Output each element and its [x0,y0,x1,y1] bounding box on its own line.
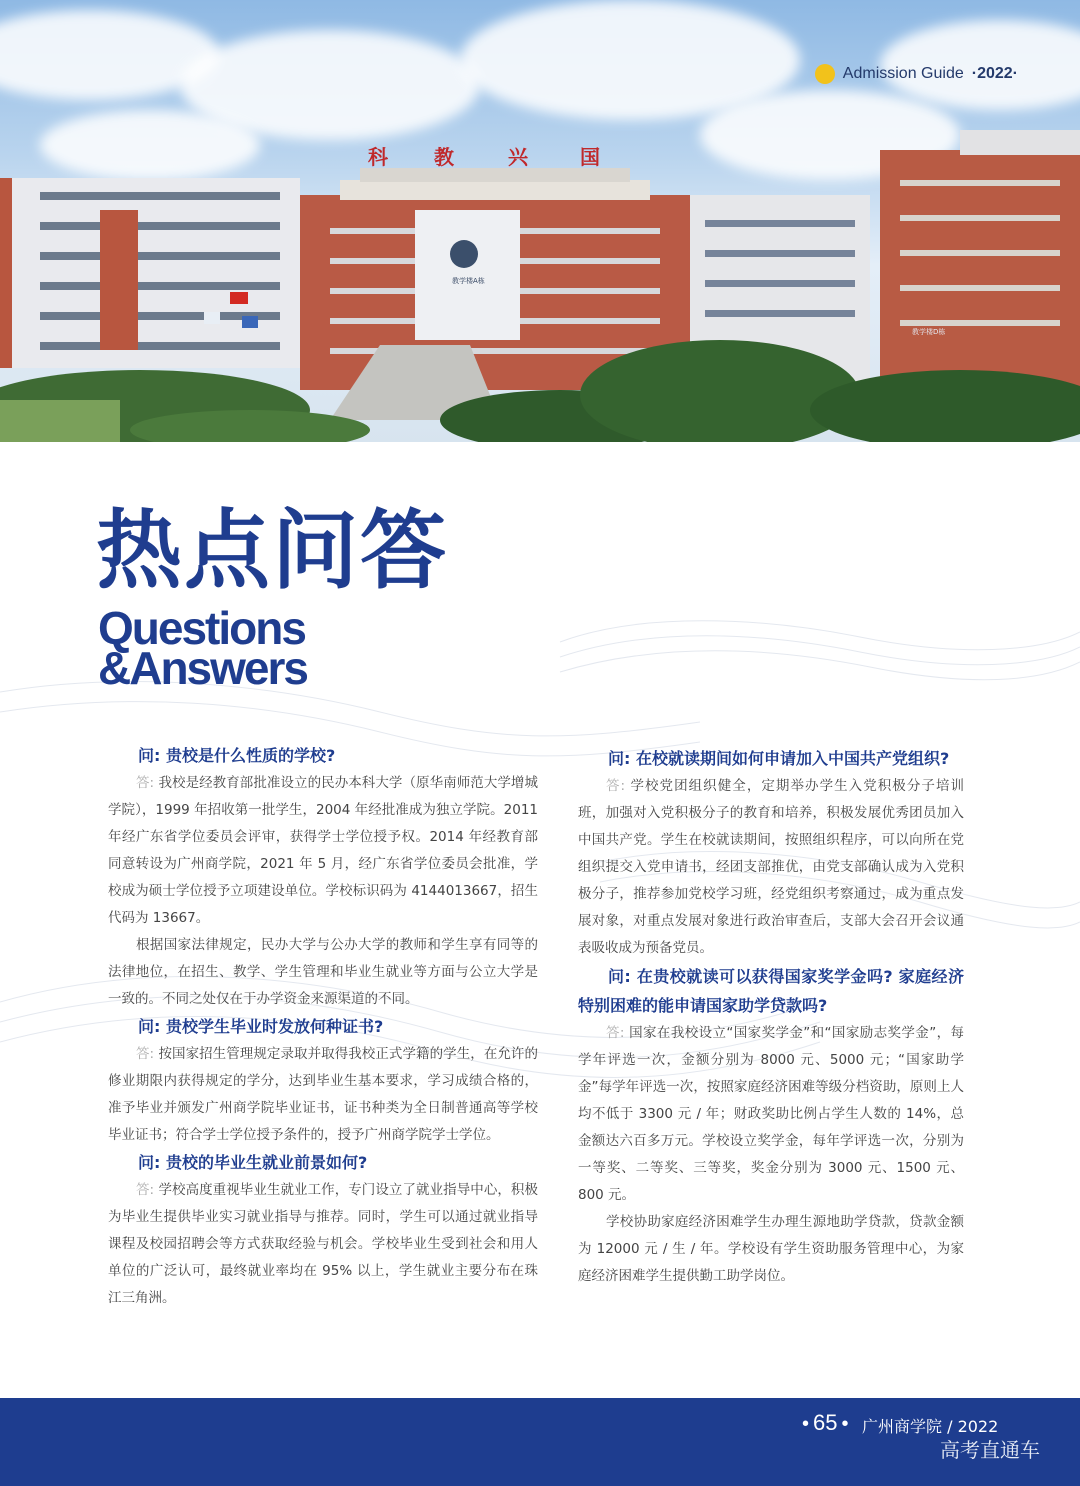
question-heading: 问: 贵校的毕业生就业前景如何? [138,1153,368,1172]
guide-year: ·2022· [971,65,1018,82]
answer-text: 学校党团组织健全，定期举办学生入党积极分子培训班，加强对入党积极分子的教育和培养，积极发展优秀团员加入中国共产党。学生在校就读期间，按照组织程序，可以向所在党组织提交入党申请书，经团支部推优，由党支部确认成为入党积极分子，推荐参加党校学习班，经党组织考察通过，成为重点发展对象，对重点发展对象进行政治审查后，支部大会召开会议通表吸收成为预备党员。 [578,778,964,956]
side-plate: 教学楼D栋 [912,328,946,336]
answer-text: 国家在我校设立“国家奖学金”和“国家励志奖学金”，每学年评选一次，金额分别为 8000 元、5000 元；“国家助学金”每学年评选一次，按照家庭经济困难等级分档资助，原则上人均不低于 3300 元 / 年；财政奖助比例占学生人数的 14%，总金额达六百多万元。学校设立奖学金，每年学评选一次，分别为一等奖、二等奖、三等奖，奖金分别为 3000 元、1500 元、800 元。 [578,1025,964,1203]
answer-text: 根据国家法律规定，民办大学与公办大学的教师和学生享有同等的法律地位，在招生、教学、学生管理和毕业生就业等方面与公立大学是一致的。不同之处仅在于办学资金来源渠道的不同。 [108,937,538,1007]
right-column [578,744,964,1290]
sign-char: 教 [434,145,454,169]
question-heading: 问: 贵校学生毕业时发放何种证书? [138,1017,384,1036]
answer-prefix: 答: [136,775,155,791]
page-title: 热点问答 [96,501,448,601]
answer-text: 学校高度重视毕业生就业工作，专门设立了就业指导中心，积极为毕业生提供毕业实习就业指导与推荐。同时，学生可以通过就业指导课程及校园招聘会等方式获取经验与机会。学校毕业生受到社会和用人单位的广泛认可，最终就业率均在 95% 以上，学生就业主要分布在珠江三角洲。 [108,1182,538,1306]
answer-paragraph [108,1041,538,1149]
question-heading: 问: 贵校是什么性质的学校? [138,746,336,765]
answer-paragraph [578,1020,964,1209]
sign-char: 兴 [508,145,528,169]
bullet-dot-icon [815,64,835,84]
admission-guide-badge [815,64,1018,84]
footer-school-year: 广州商学院 / 2022 [862,1417,999,1436]
answer-prefix: 答: [136,1182,155,1198]
subtitle-line: Questions [98,602,305,654]
guide-label: Admission Guide [842,65,964,82]
campus-photo [0,0,1080,442]
door-plate: 教学楼A栋 [452,277,485,285]
page-number: • 65 • [802,1410,849,1435]
answer-prefix: 答: [606,778,626,794]
left-column [108,742,538,1312]
answer-prefix: 答: [136,1046,155,1062]
question-heading: 问: 在贵校就读可以获得国家奖学金吗? 家庭经济特别困难的能申请国家助学贷款吗? [578,967,964,1015]
sign-char: 科 [368,145,388,169]
answer-text: 我校是经教育部批准设立的民办本科大学（原华南师范大学增城学院），1999 年招收第一批学生，2004 年经批准成为独立学院。2011 年经广东省学位委员会评审，获得学士学位授予权。2014 年经教育部同意转设为广州商学院，2021 年 5 月，经广东省学位委员会批准，学校成为硕士学位授予立项建设单位。学校标识码为 4144013667，招生代码为 13667。 [108,775,538,926]
page-number-value: 65 [813,1410,838,1435]
answer-paragraph [578,773,964,962]
answer-paragraph [108,770,538,932]
answer-text: 按国家招生管理规定录取并取得我校正式学籍的学生，在允许的修业期限内获得规定的学分，达到毕业生基本要求，学习成绩合格的，准予毕业并颁发广州商学院毕业证书，证书种类为全日制普通高等学校毕业证书；符合学士学位授予条件的，授予广州商学院学士学位。 [108,1046,538,1143]
answer-paragraph [108,1177,538,1312]
question-heading: 问: 在校就读期间如何申请加入中国共产党组织? [608,749,950,768]
footer-bar [0,1398,1080,1486]
page-subtitle [98,602,307,694]
answer-prefix: 答: [606,1025,625,1041]
answer-paragraph [108,932,538,1013]
watermark: 高考直通车 [940,1438,1040,1462]
answer-paragraph [578,1209,964,1290]
subtitle-line: &Answers [98,642,307,694]
sign-char: 国 [580,145,600,169]
answer-text: 学校协助家庭经济困难学生办理生源地助学贷款，贷款金额为 12000 元 / 生 / 年。学校设有学生资助服务管理中心，为家庭经济困难学生提供勤工助学岗位。 [578,1214,964,1284]
